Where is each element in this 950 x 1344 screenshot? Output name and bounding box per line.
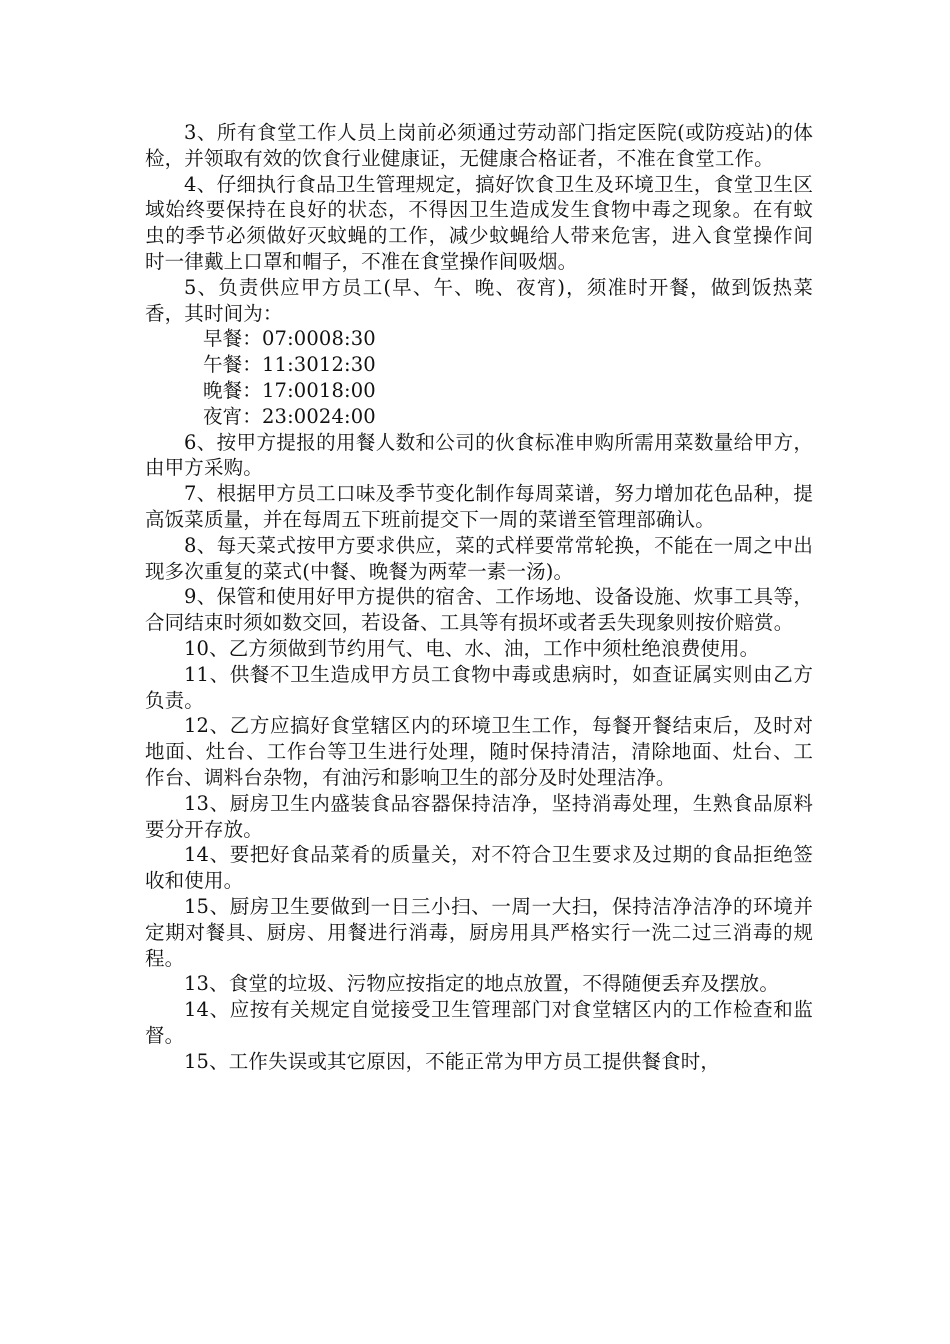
schedule-dinner: 晚餐：17:0018:00 — [203, 378, 376, 402]
clause-8: 8、每天菜式按甲方要求供应，菜的式样要常常轮换，不能在一周之中出现多次重复的菜式(中餐、晚餐为两荤一素一汤)。 — [145, 533, 813, 583]
clause-3: 3、所有食堂工作人员上岗前必须通过劳动部门指定医院(或防疫站)的体检，并领取有效的饮食行业健康证，无健康合格证者，不准在食堂工作。 — [145, 121, 813, 170]
clause-9: 9、保管和使用好甲方提供的宿舍、工作场地、设备设施、炊事工具等，合同结束时须如数交回，若设备、工具等有损坏或者丢失现象则按价赔赏。 — [145, 585, 813, 635]
meal-schedule — [145, 326, 813, 429]
clause-13-garbage: 13、食堂的垃圾、污物应按指定的地点放置，不得随便丢弃及摆放。 — [184, 972, 779, 996]
schedule-breakfast: 早餐：07:0008:30 — [203, 327, 376, 351]
clause-6: 6、按甲方提报的用餐人数和公司的伙食标准申购所需用菜数量给甲方，由甲方采购。 — [145, 430, 813, 480]
clause-15: 15、厨房卫生要做到一日三小扫、一周一大扫，保持洁净洁净的环境并定期对餐具、厨房、用餐进行消毒，厨房用具严格实行一洗二过三消毒的规程。 — [145, 894, 813, 970]
schedule-late-night: 夜宵：23:0024:00 — [203, 404, 376, 428]
clause-12: 12、乙方应搞好食堂辖区内的环境卫生工作，每餐开餐结束后，及时对地面、灶台、工作台等卫生进行处理，随时保持清洁，清除地面、灶台、工作台、调料台杂物，有油污和影响卫生的部分及时处理洁净。 — [145, 714, 813, 789]
clause-14: 14、要把好食品菜肴的质量关，对不符合卫生要求及过期的食品拒绝签收和使用。 — [145, 843, 813, 893]
clause-14-inspection: 14、应按有关规定自觉接受卫生管理部门对食堂辖区内的工作检查和监督。 — [145, 998, 813, 1047]
clause-7: 7、根据甲方员工口味及季节变化制作每周菜谱，努力增加花色品种，提高饭菜质量，并在每周五下班前提交下一周的菜谱至管理部确认。 — [145, 482, 813, 531]
clause-10: 10、乙方须做到节约用气、电、水、油，工作中须杜绝浪费使用。 — [184, 636, 760, 660]
clause-13: 13、厨房卫生内盛装食品容器保持洁净，坚持消毒处理，生熟食品原料要分开存放。 — [145, 791, 813, 841]
schedule-lunch: 午餐：11:3012:30 — [203, 353, 376, 377]
clause-5: 5、负责供应甲方员工(早、午、晚、夜宵)，须准时开餐，做到饭热菜香，其时间为： — [145, 275, 813, 325]
document-page — [145, 120, 813, 1074]
clause-4: 4、仔细执行食品卫生管理规定，搞好饮食卫生及环境卫生，食堂卫生区域始终要保持在良好的状态，不得因卫生造成发生食物中毒之现象。在有蚊虫的季节必须做好灭蚊蝇的工作，减少蚊蝇给人带来危害，进入食堂操作间时一律戴上口罩和帽子，不准在食堂操作间吸烟。 — [145, 172, 813, 273]
clause-11: 11、供餐不卫生造成甲方员工食物中毒或患病时，如查证属实则由乙方负责。 — [145, 662, 813, 712]
clause-15-failure: 15、工作失误或其它原因，不能正常为甲方员工提供餐食时， — [184, 1049, 721, 1073]
